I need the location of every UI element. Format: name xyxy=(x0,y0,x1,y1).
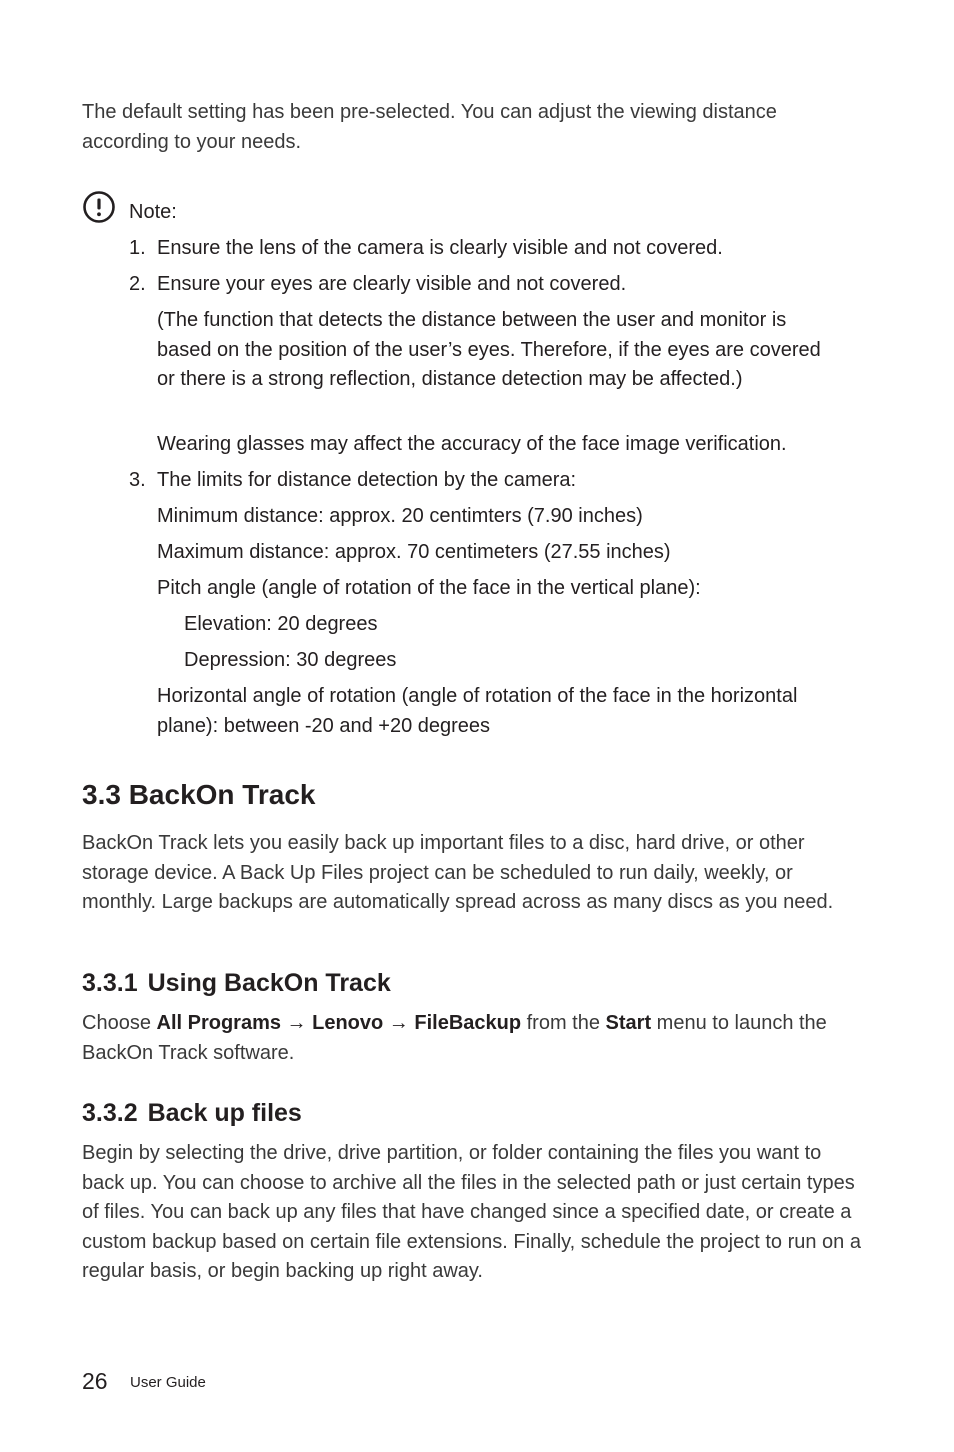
list-item-number: 3. xyxy=(129,469,146,491)
menu-path-all-programs: All Programs xyxy=(156,1012,281,1034)
section-3-3-1-body xyxy=(82,1009,862,1068)
body-text: menu to launch the BackOn Track software. xyxy=(82,1012,827,1064)
menu-path-filebackup: FileBackup xyxy=(414,1012,522,1034)
body-text: from the xyxy=(521,1012,606,1034)
section-3-3-body: BackOn Track lets you easily back up important files to a disc, hard drive, or other storage device. A Back Up Files project can be scheduled to run daily, weekly, or monthly. Large backups are automatically spread across as many discs as you need. xyxy=(82,832,834,913)
pitch-angle-text: Pitch angle (angle of rotation of the face in the vertical plane): xyxy=(157,577,701,599)
section-title: Back up files xyxy=(147,1099,302,1127)
list-item: Ensure the lens of the camera is clearly visible and not covered. xyxy=(157,237,723,259)
menu-path-start: Start xyxy=(605,1012,652,1034)
list-item-number: 1. xyxy=(129,237,146,259)
arrow-separator: → xyxy=(383,1012,415,1034)
footer-label: User Guide xyxy=(130,1374,206,1391)
section-number: 3.3.2 xyxy=(82,1099,138,1127)
min-distance-text: Minimum distance: approx. 20 centimters (7.90 inches) xyxy=(157,505,643,527)
list-item: Ensure your eyes are clearly visible and not covered. xyxy=(157,273,627,295)
max-distance-text: Maximum distance: approx. 70 centimeters (27.55 inches) xyxy=(157,541,671,563)
note-label: Note: xyxy=(129,201,177,223)
body-text: Choose xyxy=(82,1012,157,1034)
arrow-separator: → xyxy=(280,1012,313,1034)
section-number: 3.3.1 xyxy=(82,969,138,997)
section-3-3-2-body: Begin by selecting the drive, drive partition, or folder containing the files you want to back up. You can choose to archive all the files in the selected path or just certain types of files. You can back up any files that have changed since a specified date, or create a custom backup based on certain file extensions. Finally, schedule the project to run on a regular basis, or begin backing up right away. xyxy=(82,1142,861,1282)
page-number: 26 xyxy=(82,1368,108,1394)
depression-text: Depression: 30 degrees xyxy=(184,649,397,671)
horizontal-angle-text: Horizontal angle of rotation (angle of rotation of the face in the horizontal plane): between -20 and +20 degrees xyxy=(157,685,798,737)
list-item: The limits for distance detection by the camera: xyxy=(157,469,577,491)
section-title-3-3-1 xyxy=(82,967,391,999)
exclamation-circle-icon xyxy=(82,190,116,224)
list-item-number: 2. xyxy=(129,273,146,295)
section-title-3-3: 3.3 BackOn Track xyxy=(82,779,316,810)
section-title-3-3-2 xyxy=(82,1097,302,1129)
menu-path-lenovo: Lenovo xyxy=(312,1012,384,1034)
intro-paragraph: The default setting has been pre-selected. You can adjust the viewing distance according to your needs. xyxy=(82,101,777,153)
section-title: Using BackOn Track xyxy=(147,969,391,997)
note-detail-paragraph: (The function that detects the distance between the user and monitor is based on the position of the user’s eyes. Therefore, if the eyes are covered or there is a strong reflection, distance detection may be affected.) xyxy=(157,309,821,390)
note-glasses-text: Wearing glasses may affect the accuracy of the face image verification. xyxy=(157,433,787,455)
elevation-text: Elevation: 20 degrees xyxy=(184,613,378,635)
